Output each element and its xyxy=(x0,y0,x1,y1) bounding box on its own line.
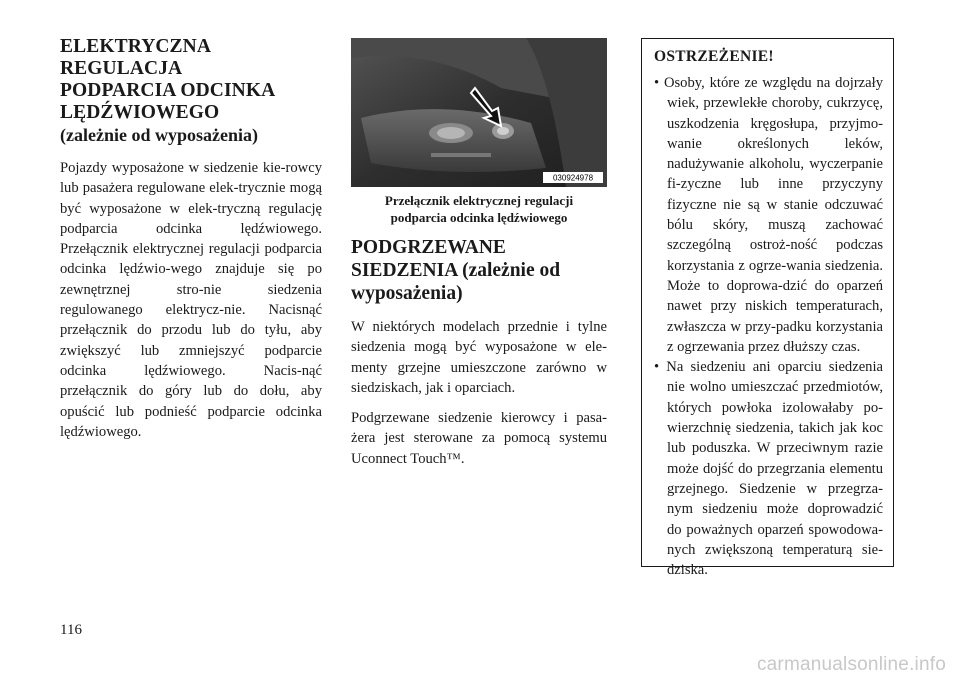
warning-title: OSTRZEŻENIE! xyxy=(654,48,774,65)
warning-item: • Na siedzeniu ani oparciu siedzenia nie wolno umieszczać przedmiotów, których powłoka izolowałaby po-wierzchnię siedzenia, takich jak koc lub poduszka. W przeciwnym razie może dojść do przegrzania elementu grzejnego. Siedzenie w przegrza-nym siedzeniu może doprowadzić do poważnych oparzeń spowodowa-nych zwiększoną temperaturą sie-dziska. xyxy=(654,357,883,580)
watermark: carmanualsonline.info xyxy=(756,654,946,675)
caption-line: podparcia odcinka lędźwiowego xyxy=(390,209,568,225)
heated-seats-paragraph: W niektórych modelach przednie i tylne siedzenia mogą być wyposażone w ele-menty grzejne umieszczone zarówno w siedziskach, jak i oparciach. xyxy=(351,319,607,396)
section-heading-line: REGULACJA xyxy=(60,58,183,79)
heated-seats-heading xyxy=(351,236,607,305)
page-number: 116 xyxy=(60,622,82,638)
heated-seats-paragraph: Podgrzewane siedzenie kierowcy i pasa-żera jest sterowane za pomocą systemu Uconnect Touch™. xyxy=(351,410,607,467)
photo-caption xyxy=(351,193,607,226)
heading-line: PODGRZEWANE xyxy=(351,237,506,258)
warning-box xyxy=(641,38,894,579)
heading-line: SIEDZENIA (zależnie od xyxy=(351,260,561,281)
lumbar-switch-photo xyxy=(351,38,607,187)
heated-seats-section xyxy=(351,38,607,479)
lumbar-section xyxy=(60,36,322,452)
seat-switch-illustration xyxy=(351,38,607,187)
image-code: 030924978 xyxy=(552,173,594,183)
warning-item: • Osoby, które ze względu na dojrzały wiek, przewlekłe choroby, cukrzycę, uszkodzenia kręgosłupa, przyjmo-wanie określonych leków, nadużywanie alkoholu, wyczerpanie fi-zyczne lub inne przyczyny fizyczne nie są w stanie odczuwać bólu skóry, muszą zachować szczególną ostroż-ność podczas korzystania z ogrze-wania siedzenia. Może to doprowa-dzić do oparzeń nawet przy niskich temperaturach, zwłaszcza w przy-padku korzystania z ogrzewania przez dłuższy czas. xyxy=(654,73,883,357)
section-heading-line: PODPARCIA ODCINKA xyxy=(60,80,276,101)
warning-list xyxy=(654,73,883,580)
caption-line: Przełącznik elektrycznej regulacji xyxy=(384,193,574,208)
section-heading-line: ELEKTRYCZNA xyxy=(60,36,212,57)
lumbar-paragraph: Pojazdy wyposażone w siedzenie kie-rowcy lub pasażera regulowane elek-trycznie mogą być wyposażone w elek-tryczną regulację podparcia odcinka lędźwiowego. Przełącznik elektrycznej regulacji podparcia odcinka lędźwio-wego znajduje się po zewnętrznej stro-nie siedzenia regulowanego elektrycz-nie. Nacisnąć przełącznik do przodu lub do tyłu, aby zwiększyć lub zmniejszyć podparcie odcinka lędźwiowego. Nacis-nąć przełącznik do góry lub do dołu, aby opuścić lub podnieść podparcie odcinka lędźwiowego. xyxy=(60,160,322,440)
section-subheading: (zależnie od wyposażenia) xyxy=(60,125,258,145)
heading-line: wyposażenia) xyxy=(351,283,463,304)
section-heading-line: LĘDŹWIOWEGO xyxy=(60,102,220,123)
